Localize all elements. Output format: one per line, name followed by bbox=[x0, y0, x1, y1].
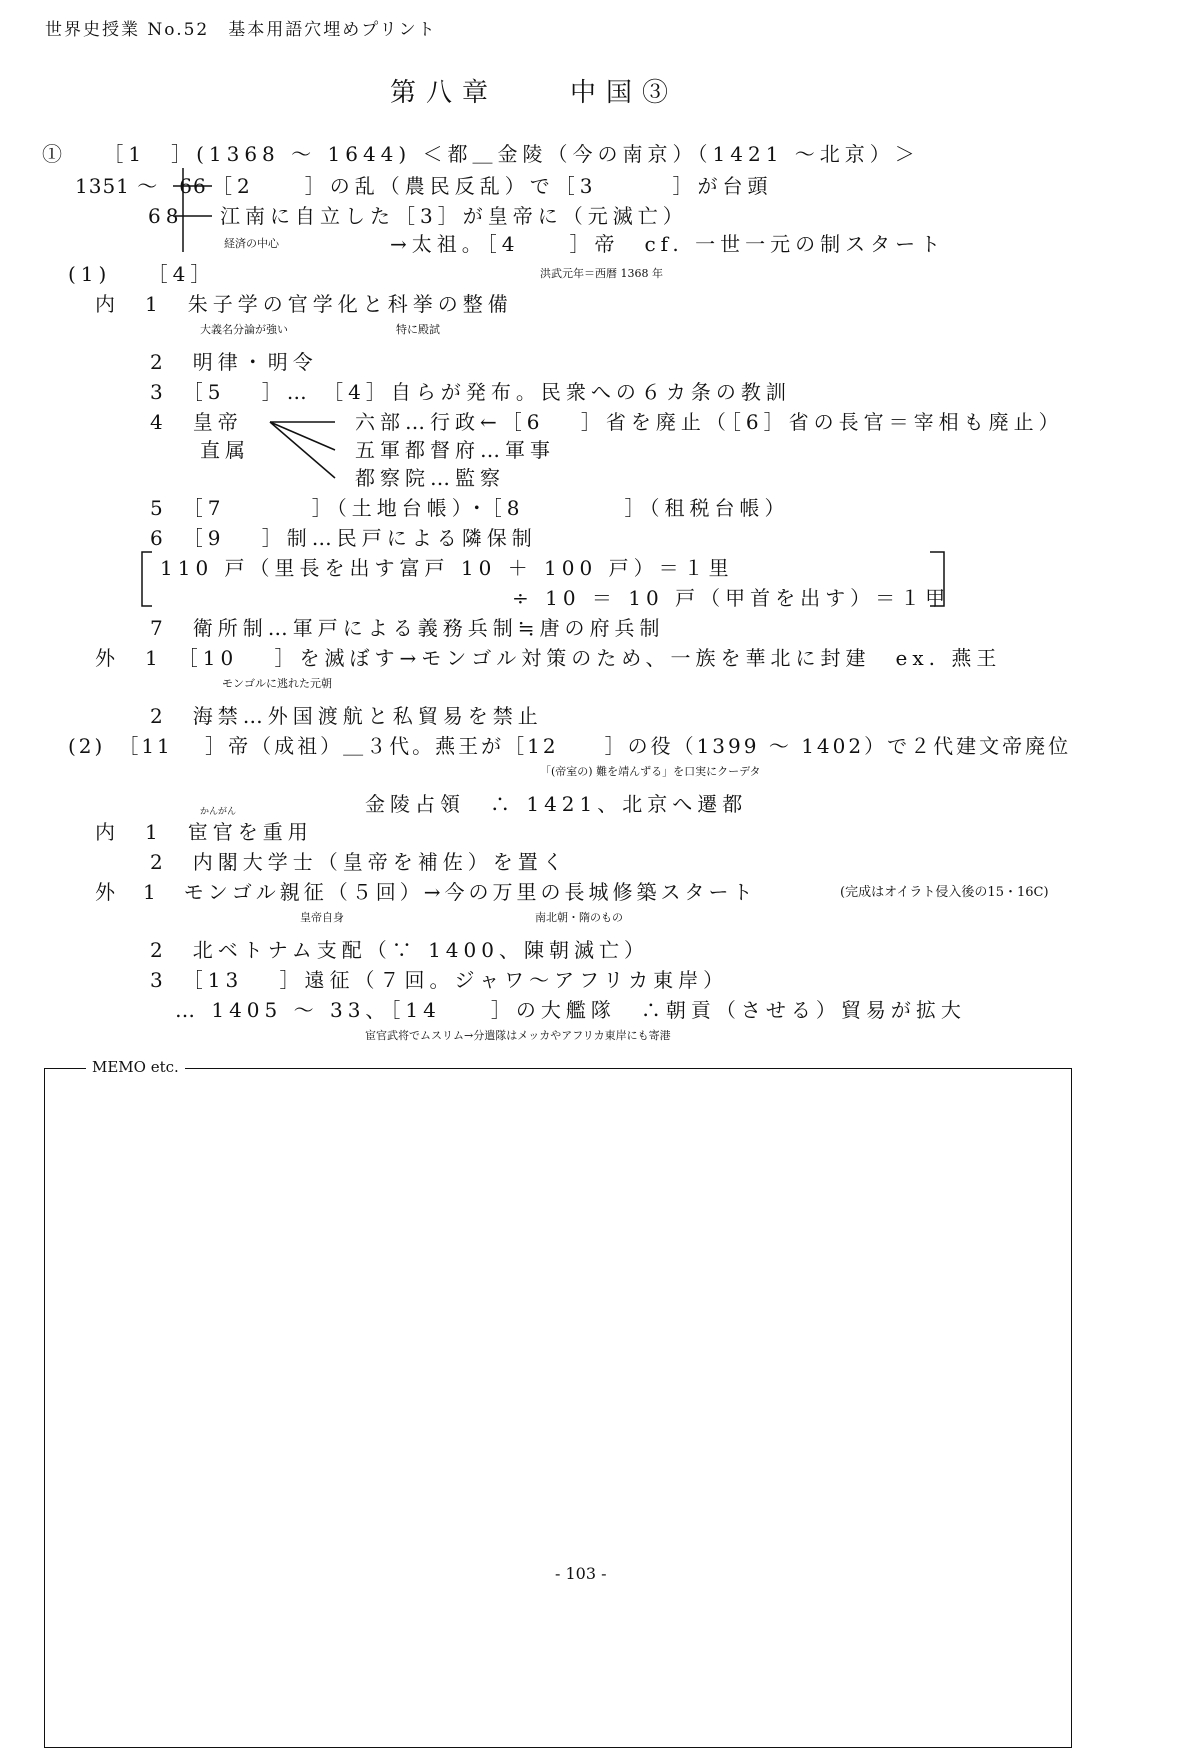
memo-label: MEMO etc. bbox=[86, 1060, 185, 1075]
outline-line: 110 戸（里長を出す富戸 10 ＋ 100 戸）＝１里 bbox=[160, 556, 734, 580]
outline-line: 2 北ベトナム支配（∵ 1400、陳朝滅亡） bbox=[150, 938, 649, 962]
annotation: 洪武元年＝西暦 1368 年 bbox=[540, 267, 663, 280]
outline-line: (1) ［4］ bbox=[68, 262, 216, 286]
outline-line: (2) ［11 ］帝（成祖）＿３代。燕王が［12 ］の役（1399 ～ 1402）で２代建文帝廃位 bbox=[68, 734, 1072, 758]
outline-line: 五軍都督府…軍事 bbox=[355, 438, 555, 462]
outline-line: 3 ［13 ］遠征（７回。ジャワ～アフリカ東岸） bbox=[150, 968, 729, 992]
annotation: モンゴルに逃れた元朝 bbox=[222, 677, 332, 690]
outline-line: 外 1 ［10 ］を滅ぼす→モンゴル対策のため、一族を華北に封建 ex. 燕王 bbox=[95, 646, 1002, 670]
outline-line: 2 内閣大学士（皇帝を補佐）を置く bbox=[150, 850, 568, 874]
outline-line: ［2 ］の乱（農民反乱）で［3 ］が台頭 bbox=[212, 174, 773, 198]
outline-line: →太祖。［4 ］帝 cf. 一世一元の制スタート bbox=[390, 232, 946, 256]
outline-line: 2 海禁…外国渡航と私貿易を禁止 bbox=[150, 704, 543, 728]
section-1-heading: ① ［1 ］(1368 ～ 1644) ＜都＿金陵（今の南京）（1421 ～北京）＞ bbox=[42, 142, 920, 166]
outline-line: 江南に自立した［3］が皇帝に（元滅亡） bbox=[220, 204, 688, 228]
annotation: 経済の中心 bbox=[224, 237, 279, 250]
outline-line: 内 1 宦官を重用 bbox=[95, 820, 313, 844]
outline-line: 金陵占領 ∴ 1421、北京へ遷都 bbox=[365, 792, 748, 816]
outline-line: 7 衛所制…軍戸による義務兵制≒唐の府兵制 bbox=[150, 616, 665, 640]
annotation: 南北朝・隋のもの bbox=[535, 911, 623, 924]
outline-line: 六部…行政←［6 ］省を廃止（［6］省の長官＝宰相も廃止） bbox=[355, 410, 1064, 434]
outline-line: … 1405 ～ 33、［14 ］の大艦隊 ∴朝貢（させる）貿易が拡大 bbox=[175, 998, 966, 1022]
outline-line: 68 bbox=[148, 204, 184, 228]
annotation: 大義名分論が強い bbox=[200, 323, 288, 336]
annotation: (完成はオイラト侵入後の15・16C) bbox=[840, 885, 1049, 900]
outline-line: 外 1 モンゴル親征（５回）→今の万里の長城修築スタート bbox=[95, 880, 757, 904]
memo-box bbox=[44, 1068, 1072, 1748]
chapter-title: 第八章 中国③ bbox=[390, 78, 679, 108]
outline-line: ÷ 10 ＝ 10 戸（甲首を出す）＝１甲 bbox=[512, 586, 951, 610]
outline-line: 2 明律・明令 bbox=[150, 350, 318, 374]
series-title: 世界史授業 No.52 基本用語穴埋めプリント bbox=[45, 20, 437, 40]
outline-line: 内 1 朱子学の官学化と科挙の整備 bbox=[95, 292, 513, 316]
furigana: かんがん bbox=[200, 807, 237, 817]
outline-line: 1351 ～ 66 bbox=[75, 174, 207, 198]
annotation: 「(帝室の) 難を靖んずる」を口実にクーデタ bbox=[540, 765, 761, 778]
outline-line: 直属 bbox=[200, 438, 250, 462]
annotation: 皇帝自身 bbox=[300, 911, 344, 924]
outline-line: 5 ［7 ］（土地台帳）・［8 ］（租税台帳） bbox=[150, 496, 790, 520]
page-number: - 103 - bbox=[555, 1564, 607, 1583]
annotation: 特に殿試 bbox=[396, 323, 440, 336]
outline-line: 3 ［5 ］… ［4］自らが発布。民衆への６カ条の教訓 bbox=[150, 380, 791, 404]
outline-line: 6 ［9 ］制…民戸による隣保制 bbox=[150, 526, 537, 550]
outline-line: 4 皇帝 bbox=[150, 410, 243, 434]
annotation: 宦官武将でムスリム→分遣隊はメッカやアフリカ東岸にも寄港 bbox=[365, 1029, 671, 1042]
outline-line: 都察院…監察 bbox=[355, 466, 505, 490]
